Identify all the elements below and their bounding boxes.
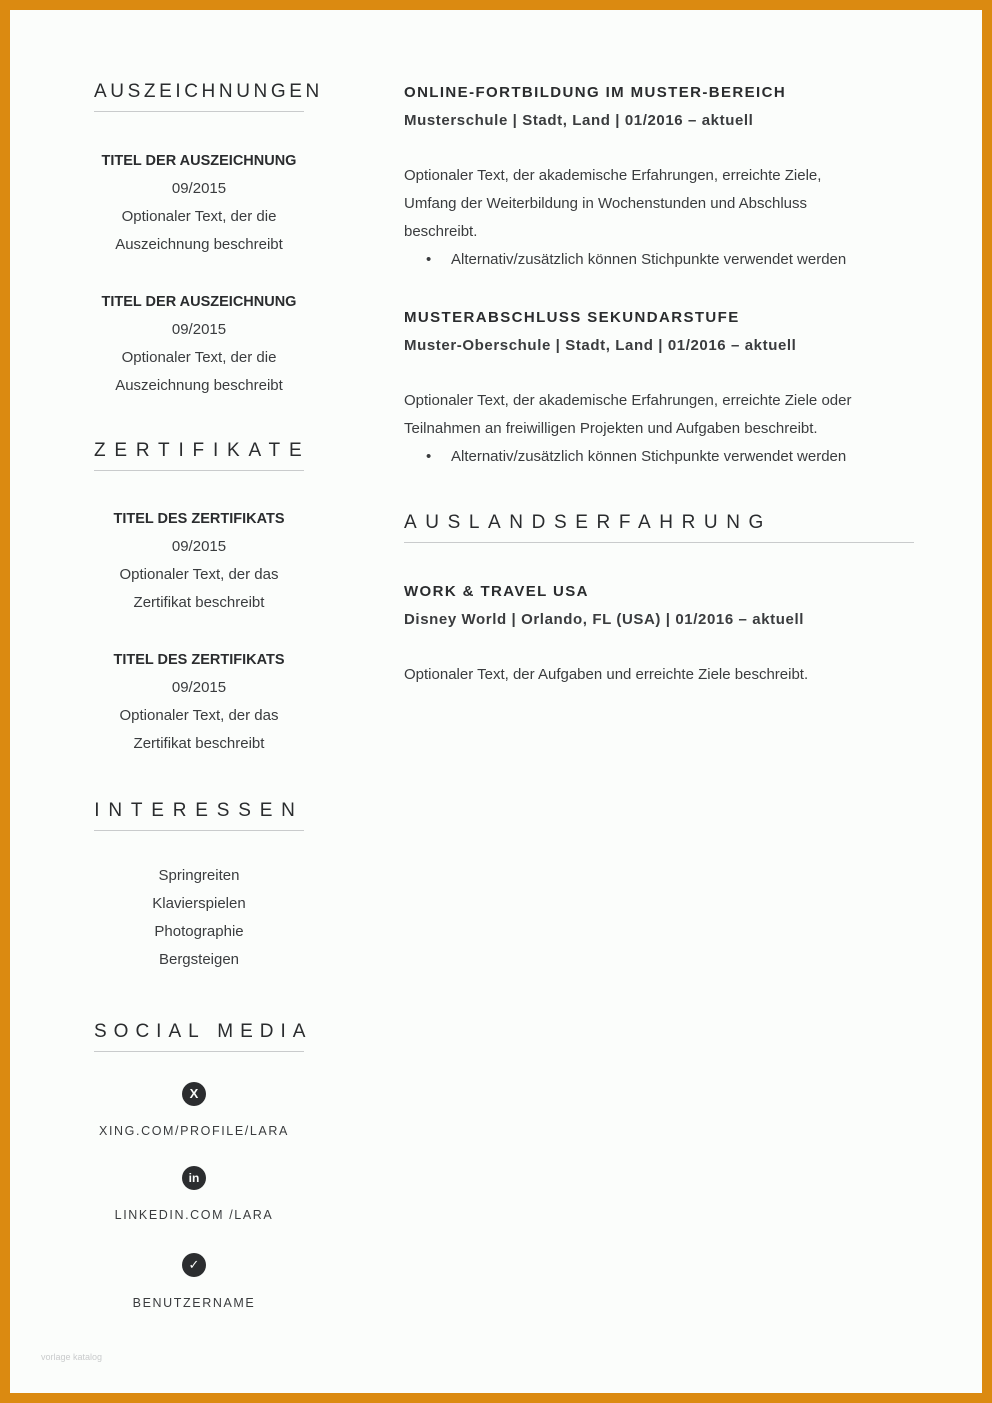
award-title: TITEL DER AUSZEICHNUNG xyxy=(101,153,297,169)
certificates-heading: ZERTIFIKATE xyxy=(94,440,304,471)
bullet-text: Alternativ/zusätzlich können Stichpunkte verwendet werden xyxy=(451,448,847,465)
xing-link[interactable]: XING.COM/PROFILE/LARA xyxy=(99,1124,289,1138)
award-desc-line2: Auszeichnung beschreibt xyxy=(115,377,283,394)
certificate-item xyxy=(84,505,314,617)
social-media-heading: SOCIAL MEDIA xyxy=(94,1021,304,1052)
award-item xyxy=(84,288,314,400)
xing-icon[interactable]: X xyxy=(182,1082,206,1106)
awards-heading: AUSZEICHNUNGEN xyxy=(94,81,304,112)
certificate-desc-line1: Optionaler Text, der das xyxy=(119,707,279,724)
award-desc-line1: Optionaler Text, der die xyxy=(121,208,277,225)
entry-subtitle: Musterschule | Stadt, Land | 01/2016 – aktuell xyxy=(404,112,754,129)
entry-subtitle: Muster-Oberschule | Stadt, Land | 01/2016 – aktuell xyxy=(404,337,797,354)
entry-description: Optionaler Text, der Aufgaben und erreichte Ziele beschreibt. xyxy=(404,666,809,683)
interest-item: Springreiten xyxy=(158,867,240,884)
entry-title: MUSTERABSCHLUSS SEKUNDARSTUFE xyxy=(404,309,740,326)
twitter-icon[interactable]: ✓ xyxy=(182,1253,206,1277)
linkedin-icon[interactable]: in xyxy=(182,1166,206,1190)
bullet-dot-icon: • xyxy=(426,251,432,268)
linkedin-link[interactable]: LINKEDIN.COM /LARA xyxy=(114,1208,274,1222)
certificate-desc-line2: Zertifikat beschreibt xyxy=(133,594,265,611)
interests-heading: INTERESSEN xyxy=(94,800,304,831)
resume-page xyxy=(10,10,982,1393)
entry-title: WORK & TRAVEL USA xyxy=(404,583,589,600)
certificate-date: 09/2015 xyxy=(171,679,227,696)
award-title: TITEL DER AUSZEICHNUNG xyxy=(101,294,297,310)
award-desc-line1: Optionaler Text, der die xyxy=(121,349,277,366)
award-desc-line2: Auszeichnung beschreibt xyxy=(115,236,283,253)
twitter-link[interactable]: BENUTZERNAME xyxy=(132,1296,256,1310)
certificate-item xyxy=(84,646,314,758)
certificate-title: TITEL DES ZERTIFIKATS xyxy=(113,652,285,668)
certificate-title: TITEL DES ZERTIFIKATS xyxy=(113,511,285,527)
entry-title: ONLINE-FORTBILDUNG IM MUSTER-BEREICH xyxy=(404,84,787,101)
watermark: vorlage katalog xyxy=(41,1352,103,1362)
bullet-text: Alternativ/zusätzlich können Stichpunkte verwendet werden xyxy=(451,251,847,268)
interest-item: Photographie xyxy=(154,923,244,940)
certificate-date: 09/2015 xyxy=(171,538,227,555)
entry-description: Optionaler Text, der akademische Erfahrungen, erreichte Ziele oder Teilnahmen an freiwilligen Projekten und Aufgaben beschreibt. xyxy=(404,392,852,437)
award-item xyxy=(84,147,314,259)
award-date: 09/2015 xyxy=(171,321,227,338)
award-date: 09/2015 xyxy=(171,180,227,197)
interest-item: Bergsteigen xyxy=(158,951,240,968)
interest-item: Klavierspielen xyxy=(152,895,246,912)
entry-subtitle: Disney World | Orlando, FL (USA) | 01/2016 – aktuell xyxy=(404,611,804,628)
bullet-dot-icon: • xyxy=(426,448,432,465)
certificate-desc-line2: Zertifikat beschreibt xyxy=(133,735,265,752)
certificate-desc-line1: Optionaler Text, der das xyxy=(119,566,279,583)
entry-description: Optionaler Text, der akademische Erfahrungen, erreichte Ziele, Umfang der Weiterbildung in Wochenstunden und Abschluss beschreibt. xyxy=(404,167,822,240)
abroad-heading: AUSLANDSERFAHRUNG xyxy=(404,512,914,543)
